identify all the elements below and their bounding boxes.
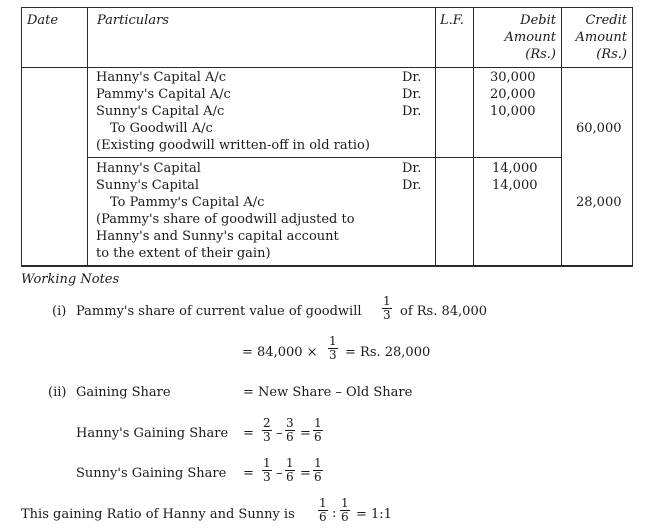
header-lf: L.F.: [440, 13, 464, 28]
dr-mark: Dr.: [402, 161, 422, 176]
fraction: 3 6: [286, 416, 294, 444]
header-particulars: Particulars: [97, 13, 169, 28]
dr-mark: Dr.: [402, 178, 422, 193]
dr-mark: Dr.: [402, 104, 422, 119]
note-i-suffix: of Rs. 84,000: [400, 304, 487, 319]
dr-mark: Dr.: [402, 87, 422, 102]
debit-amount: 10,000: [490, 104, 536, 119]
header-credit-line1: Credit: [585, 13, 627, 28]
header-credit-line2: Amount: [575, 30, 627, 45]
particular-line: Hanny's Capital: [96, 161, 201, 176]
narration: to the extent of their gain): [96, 246, 271, 261]
equals-sign: =: [300, 466, 311, 481]
equals-sign: =: [300, 426, 311, 441]
fraction: 1 6: [314, 456, 322, 484]
particular-line: Sunny's Capital A/c: [96, 104, 225, 119]
fraction: 1 6: [314, 416, 322, 444]
fraction: 1 3: [329, 334, 337, 362]
hanny-gaining-label: Hanny's Gaining Share: [76, 426, 229, 441]
fraction: 1 6: [341, 496, 349, 524]
gaining-ratio-text: This gaining Ratio of Hanny and Sunny is: [21, 507, 295, 522]
minus-sign: –: [276, 426, 283, 441]
fraction: 1 3: [383, 294, 391, 322]
narration: Hanny's and Sunny's capital account: [96, 229, 339, 244]
credit-amount: 60,000: [576, 121, 622, 136]
debit-amount: 14,000: [492, 161, 538, 176]
gaining-ratio-result: = 1:1: [356, 507, 392, 522]
header-debit-line2: Amount: [504, 30, 556, 45]
header-debit-line3: (Rs.): [525, 47, 556, 62]
fraction: 1 6: [286, 456, 294, 484]
particular-line: Sunny's Capital: [96, 178, 200, 193]
note-i-text: Pammy's share of current value of goodwill: [76, 304, 362, 319]
debit-amount: 20,000: [490, 87, 536, 102]
note-ii-label: (ii): [48, 385, 67, 400]
minus-sign: –: [276, 466, 283, 481]
debit-amount: 14,000: [492, 178, 538, 193]
header-credit-line3: (Rs.): [596, 47, 627, 62]
equals-sign: =: [243, 426, 254, 441]
header-date: Date: [27, 13, 59, 28]
fraction: 1 6: [319, 496, 327, 524]
particular-line: Hanny's Capital A/c: [96, 70, 227, 85]
particular-line: To Goodwill A/c: [110, 121, 213, 136]
note-i-calc-prefix: = 84,000 ×: [242, 345, 318, 360]
particular-line: Pammy's Capital A/c: [96, 87, 231, 102]
working-notes-heading: Working Notes: [21, 272, 120, 287]
fraction: 2 3: [263, 416, 271, 444]
equals-sign: =: [243, 466, 254, 481]
narration: (Pammy's share of goodwill adjusted to: [96, 212, 355, 227]
dr-mark: Dr.: [402, 70, 422, 85]
note-ii-text: Gaining Share: [76, 385, 171, 400]
note-ii-formula: = New Share – Old Share: [243, 385, 413, 400]
credit-amount: 28,000: [576, 195, 622, 210]
sunny-gaining-label: Sunny's Gaining Share: [76, 466, 227, 481]
ratio-colon: :: [332, 506, 337, 521]
fraction: 1 3: [263, 456, 271, 484]
note-i-label: (i): [52, 304, 67, 319]
narration: (Existing goodwill written-off in old ratio): [96, 138, 370, 153]
note-i-calc-result: = Rs. 28,000: [345, 345, 431, 360]
header-debit-line1: Debit: [520, 13, 556, 28]
debit-amount: 30,000: [490, 70, 536, 85]
particular-line: To Pammy's Capital A/c: [110, 195, 265, 210]
